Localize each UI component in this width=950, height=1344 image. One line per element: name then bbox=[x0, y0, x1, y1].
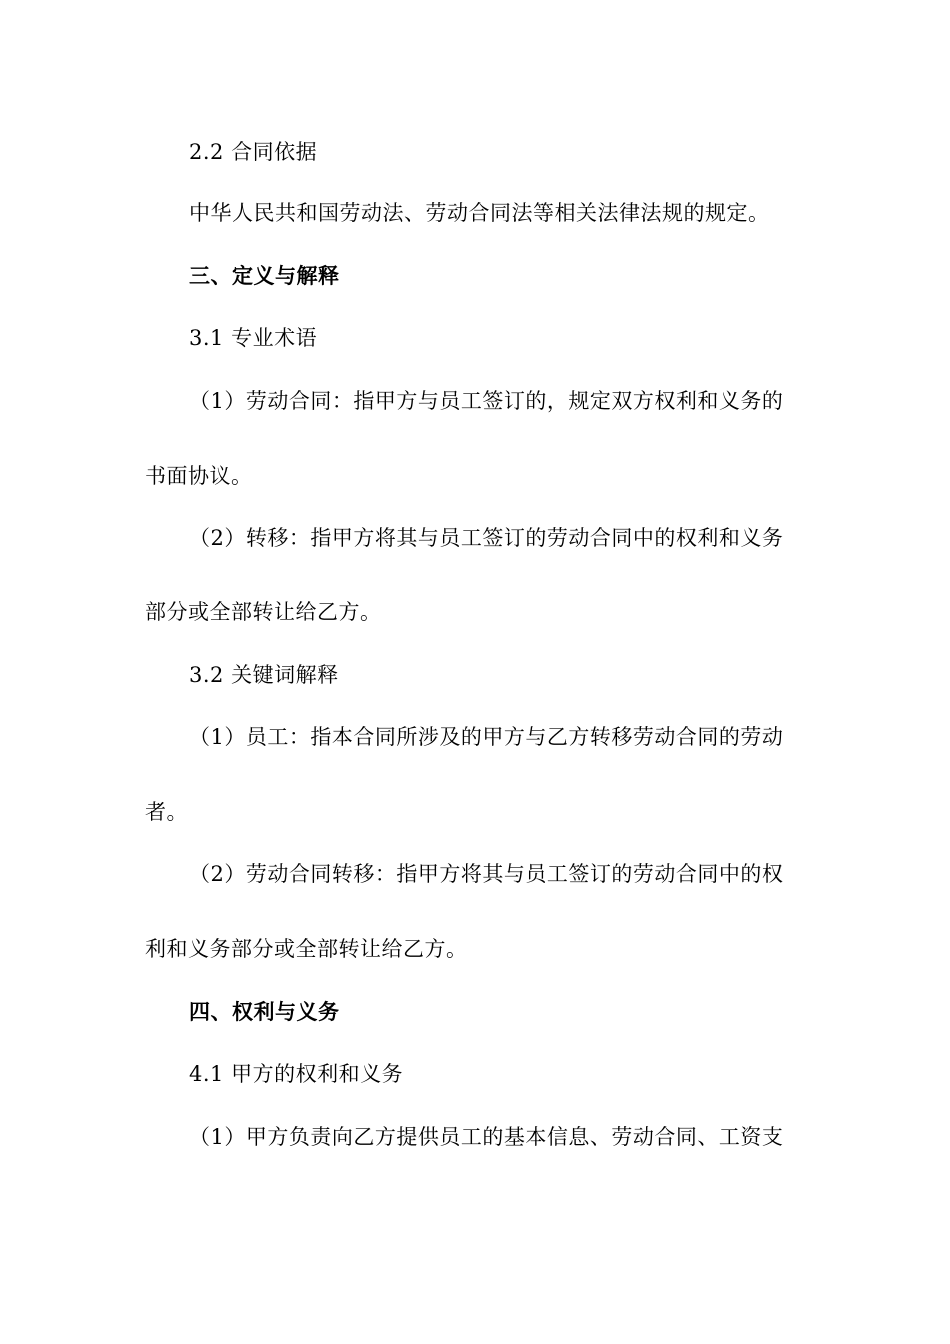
paragraph-line: （1）员工：指本合同所涉及的甲方与乙方转移劳动合同的劳动 bbox=[189, 725, 784, 749]
subsection-heading-3-1: 3.1 专业术语 bbox=[189, 326, 318, 350]
paragraph-line: （2）劳动合同转移：指甲方将其与员工签订的劳动合同中的权 bbox=[189, 862, 784, 886]
paragraph-line: 书面协议。 bbox=[145, 464, 253, 488]
paragraph-line: 部分或全部转让给乙方。 bbox=[145, 600, 382, 624]
paragraph-line: 者。 bbox=[145, 800, 188, 824]
section-heading-3: 三、定义与解释 bbox=[189, 263, 340, 288]
paragraph-line: （1）劳动合同：指甲方与员工签订的，规定双方权利和义务的 bbox=[189, 389, 784, 413]
subsection-heading-3-2: 3.2 关键词解释 bbox=[189, 663, 339, 687]
paragraph-line: （1）甲方负责向乙方提供员工的基本信息、劳动合同、工资支 bbox=[189, 1125, 784, 1149]
subsection-heading-2-2: 2.2 合同依据 bbox=[189, 140, 318, 164]
section-heading-4: 四、权利与义务 bbox=[189, 999, 340, 1024]
paragraph-line: 中华人民共和国劳动法、劳动合同法等相关法律法规的规定。 bbox=[189, 201, 770, 225]
paragraph-line: 利和义务部分或全部转让给乙方。 bbox=[145, 937, 468, 961]
paragraph-line: （2）转移：指甲方将其与员工签订的劳动合同中的权利和义务 bbox=[189, 526, 784, 550]
subsection-heading-4-1: 4.1 甲方的权利和义务 bbox=[189, 1062, 404, 1086]
